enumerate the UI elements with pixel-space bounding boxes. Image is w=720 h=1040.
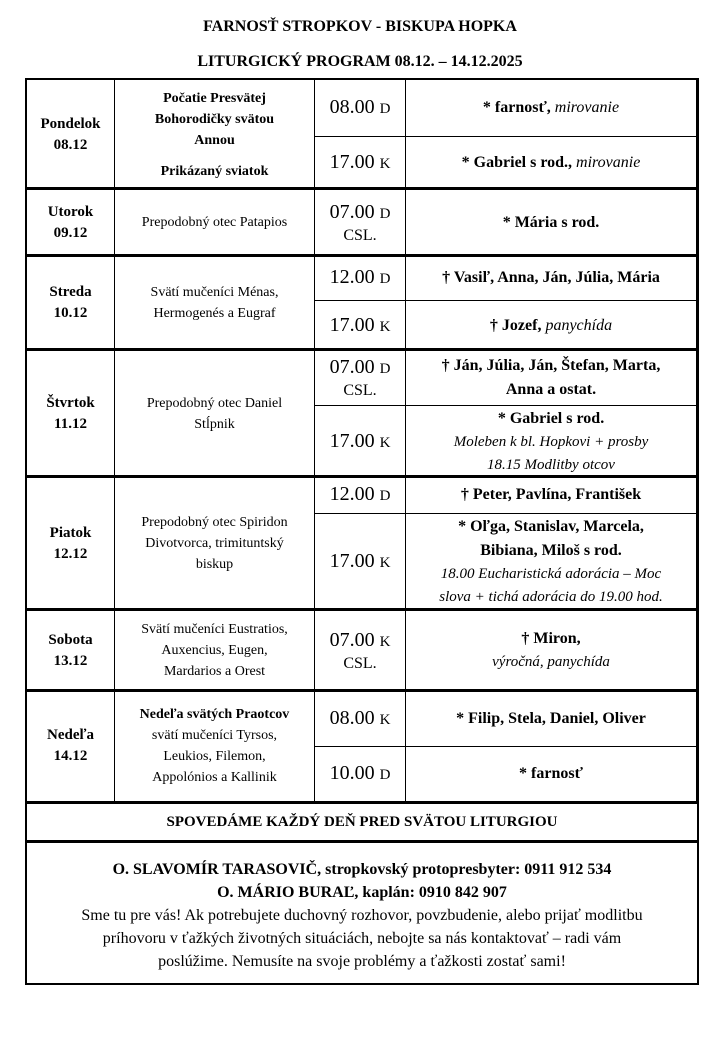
feast-line: Divotvorca, trimituntský [145,536,284,551]
message-line: Sme tu pre vás! Ak potrebujete duchovný rozhovor, povzbudenie, alebo prijať modlitbu [81,907,643,924]
intention-text: * Filip, Stela, Daniel, Oliver [456,709,646,727]
day-cell [27,477,115,610]
intention-cell [406,691,697,746]
time-value: 17.00 [329,313,375,336]
time-value: 12.00 [329,483,375,505]
language-label: CSL. [343,654,377,672]
feast-line: Annou [194,132,235,148]
day-divider [27,254,697,257]
service-time [330,482,391,508]
chaplain-contact: O. MÁRIO BURAĽ, kaplán: 0910 842 907 [217,884,507,901]
intention-line [462,151,641,175]
intention-text: * farnosť, [482,99,551,116]
rite-code: D [379,360,391,377]
intent-column [406,189,697,256]
intention-text: † Ján, Júlia, Ján, Štefan, Marta, [441,356,661,374]
intention-text: Bibiana, Miloš s rod. [480,542,622,559]
intention-line [456,707,646,731]
feast-line: Leukios, Filemon, [163,749,266,764]
intention-line [442,266,660,290]
service-time [330,200,391,226]
service-time [330,761,391,787]
time-cell [315,477,406,513]
feast-line: Prepodobný otec Daniel [146,395,283,411]
intent-column [406,610,697,691]
intention-note: výročná, panychída [492,654,610,670]
feast-cell [115,80,315,189]
time-value: 10.00 [329,762,375,784]
time-cell [315,189,406,256]
feast-line: Hermogenés a Eugraf [153,306,276,321]
intention-cell [406,513,697,610]
intent-column [406,80,697,189]
time-cell [315,746,406,801]
time-cell [315,691,406,746]
day-cell [27,189,115,256]
rite-code: D [379,205,391,222]
feast-line: Počatie Presvätej [163,90,266,106]
divider [27,801,697,804]
intention-cell [406,477,697,513]
day-cell [27,256,115,350]
feast-cell [115,610,315,691]
service-time [330,706,391,732]
intention-text: * Gabriel s rod. [497,409,605,427]
time-column [315,610,406,691]
day-block [27,80,697,189]
time-value: 07.00 [329,628,375,651]
rite-code: K [379,434,391,451]
day-block [27,610,697,691]
time-value: 08.00 [329,706,375,729]
intention-cell [406,350,697,405]
program-title: LITURGICKÝ PROGRAM 08.12. – 14.12.2025 [197,53,523,70]
intention-text: * Mária s rod. [502,213,600,231]
intention-note: mirovanie [576,154,641,171]
intention-cell [406,136,697,189]
feast-line: Auxencius, Eugen, [161,643,268,658]
time-column [315,80,406,189]
time-value: 08.00 [329,96,375,118]
feast-line: Mardarios a Orest [163,664,266,679]
feast-cell [115,350,315,477]
priest-contact: O. SLAVOMÍR TARASOVIČ, stropkovský protopresbyter: 0911 912 534 [112,861,612,878]
intent-column [406,256,697,350]
time-cell [315,513,406,610]
feast-line: Svätí mučeníci Ménas, [150,285,279,300]
feast-line: Prepodobný otec Spiridon [141,515,288,530]
time-cell [315,80,406,136]
intention-cell [406,405,697,477]
intention-line [461,483,641,507]
day-block [27,256,697,350]
day-divider [27,608,697,611]
service-time [330,628,391,654]
contact-footer [27,844,697,983]
feast-cell [115,189,315,256]
day-cell [27,350,115,477]
intention-note: mirovanie [554,99,620,116]
feast-title: Nedeľa svätých Praotcov [139,707,290,722]
rite-code: K [379,318,391,335]
day-name: Pondelok [40,115,101,132]
day-cell [27,80,115,189]
rite-code: K [379,156,391,172]
intention-text: † Peter, Pavlína, František [460,486,642,503]
day-date: 08.12 [53,136,88,153]
time-cell [315,610,406,691]
message-line: poslúžime. Nemusíte na svoje problémy a ťažkosti zostať sami! [158,953,566,970]
service-time [330,313,391,339]
feast-line: Bohorodičky svätou [154,111,275,127]
feast-line: Prepodobný otec Patapios [141,215,288,230]
day-name: Streda [49,284,92,300]
intent-column [406,350,697,477]
intention-line [519,762,583,786]
schedule-table [25,78,699,985]
time-value: 17.00 [329,151,375,173]
time-column [315,189,406,256]
day-block [27,350,697,477]
time-cell [315,350,406,405]
intention-text: * Gabriel s rod., [461,154,573,171]
day-name: Sobota [48,631,93,648]
rite-code: D [379,271,391,287]
feast-cell [115,256,315,350]
day-name: Nedeľa [46,727,95,743]
intention-line [521,627,580,651]
intention-text: † Jozef, [489,316,542,334]
rite-code: D [379,488,391,504]
day-date: 09.12 [53,224,88,241]
service-time [330,150,391,176]
time-cell [315,405,406,477]
day-cell [27,610,115,691]
intention-text: * Oľga, Stanislav, Marcela, [458,518,644,535]
feast-line: Stĺpnik [194,416,235,432]
service-time [330,355,391,381]
time-value: 17.00 [329,550,375,572]
rite-code: K [379,711,391,728]
rite-code: D [379,101,391,117]
feast-line: Appolónios a Kallinik [152,770,277,785]
service-time [330,429,391,455]
intention-text: † Miron, [521,630,581,647]
intention-cell [406,80,697,136]
time-cell [315,136,406,189]
intention-note: panychída [545,316,613,334]
day-name: Štvrtok [46,394,95,411]
intention-note: slova + tichá adorácia do 19.00 hod. [439,589,663,605]
feast-line: biskup [195,557,234,572]
day-divider [27,348,697,351]
rite-code: K [379,555,391,571]
time-value: 12.00 [329,266,375,288]
time-column [315,256,406,350]
rite-code: D [379,767,391,783]
intention-cell [406,746,697,801]
intention-note: 18.15 Modlitby otcov [487,456,615,473]
intention-cell [406,189,697,256]
feast-line: Svätí mučeníci Eustratios, [141,622,288,637]
intention-line [503,211,600,235]
message-line: príhovoru v ťažkých životných situáciách, nebojte sa nás kontaktovať – radi vám [102,930,622,947]
intention-text: Anna a ostat. [505,380,597,398]
language-label: CSL. [343,226,377,244]
service-time [330,265,391,291]
language-label: CSL. [343,381,377,399]
intention-cell [406,300,697,350]
confession-notice: SPOVEDÁME KAŽDÝ DEŇ PRED SVÄTOU LITURGIOU [166,813,558,830]
feast-cell [115,477,315,610]
day-name: Piatok [49,524,92,541]
parish-title: FARNOSŤ STROPKOV - BISKUPA HOPKA [203,18,517,35]
day-block [27,691,697,801]
time-value: 17.00 [329,429,375,452]
time-value: 07.00 [329,355,375,378]
feast-cell [115,691,315,801]
service-time [330,549,391,575]
intention-text: * farnosť [519,765,583,782]
time-column [315,477,406,610]
intention-note: Moleben k bl. Hopkovi + prosby [453,433,649,450]
day-divider [27,689,697,692]
intent-column [406,477,697,610]
intention-line [498,407,604,431]
time-column [315,691,406,801]
time-column [315,350,406,477]
day-block [27,189,697,256]
day-date: 12.12 [53,545,88,562]
rite-code: K [379,633,391,650]
day-name: Utorok [47,203,94,220]
service-time [330,95,391,121]
intention-text: † Vasiľ, Anna, Ján, Júlia, Mária [442,269,660,286]
day-date: 10.12 [53,305,88,321]
day-date: 14.12 [53,748,88,764]
intention-cell [406,610,697,691]
feast-note: Prikázaný sviatok [160,163,269,179]
day-divider [27,475,697,478]
intent-column [406,691,697,801]
day-date: 11.12 [54,415,87,432]
intention-note: 18.00 Eucharistická adorácia – Moc [440,566,662,582]
time-cell [315,300,406,350]
day-divider [27,187,697,190]
intention-line [483,96,619,120]
day-block [27,477,697,610]
time-cell [315,256,406,300]
divider [27,840,697,843]
feast-line: svätí mučeníci Tyrsos, [151,728,278,743]
intention-line [490,314,612,338]
day-cell [27,691,115,801]
day-date: 13.12 [53,652,88,669]
time-value: 07.00 [329,200,375,223]
intention-cell [406,256,697,300]
